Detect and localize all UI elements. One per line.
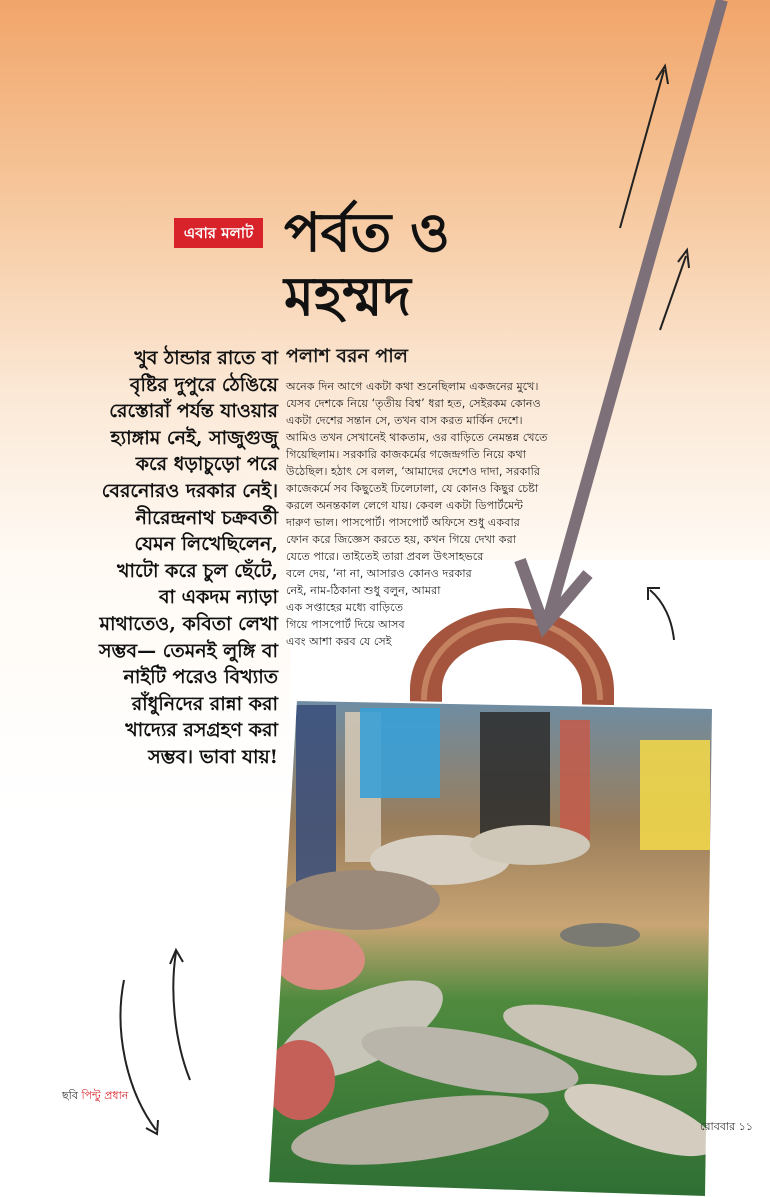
arrow-down-icon [146,1120,158,1134]
body-line: একটা দেশের সন্তান সে, তখন বাস করত মার্কিন দেশে। [286,414,523,427]
photo-credit-name: পিন্টু প্রধান [81,1089,129,1102]
body-line: কাজেকর্মে সব কিছুতেই ঢিলেঢালা, যে কোনও কিছুর চেষ্টা [286,482,539,495]
body-line: এবং আশা করব যে সেই [286,635,392,648]
photo-credit [62,1087,128,1106]
body-line: যেতে পারে। তাইতেই তারা প্রবল উৎসাহভরে [286,550,484,563]
body-line: করলে অনন্তকাল লেগে যায়। কেবল একটা ডিপার্টমেন্ট [286,499,524,512]
author-byline: পলাশ বরন পাল [286,345,408,367]
body-line: নেই, নাম-ঠিকানা শুধু বলুন, আমরা [286,584,441,597]
arrow-up-icon [170,950,183,964]
body-line: উঠেছিল। হঠাৎ সে বলল, ‘আমাদের দেশেও দাদা, সরকারি [286,465,540,478]
body-line: বলে দেয়, ‘না না, আসারও কোনও দরকার [286,567,472,580]
body-line: গিয়ে পাসপোর্ট দিয়ে আসব [286,618,405,631]
body-line: এক সপ্তাহের মধ্যে বাড়িতে [286,601,404,614]
title-line-1: পর্বত ও [284,200,450,264]
photo-credit-prefix: ছবি [62,1089,78,1102]
title-line-2: মহম্মদ [284,264,411,328]
body-line: যেসব দেশকে নিয়ে ‘তৃতীয় বিশ্ব’ ধরা হত, সেইরকম কোনও [286,397,541,410]
page-folio: রোববার ১১ [700,1120,753,1133]
big-arrow-shaft [548,0,722,620]
body-line: অনেক দিন আগে একটা কথা শুনেছিলাম একজনের মুখে। [286,380,539,393]
body-line: ফোন করে জিজ্ঞেস করতে হয়, কখন গিয়ে দেখা করা [286,533,516,546]
section-badge: এবার মলাট [174,218,263,248]
body-line: দারুণ ভাল। পাসপোর্ট। পাসপোর্ট অফিসে শুধু একবার [286,516,520,529]
body-line: আমিও তখন সেখানেই থাকতাম, ওর বাড়িতে নেমন্তন্ন খেতে [286,431,548,444]
lead-paragraph: খুব ঠান্ডার রাতে বা বৃষ্টির দুপুরে ঠেঙিয়ে রেস্তোরাঁ পর্যন্ত যাওয়ার হ্যাঙ্গাম নেই, সাজুগুজু করে ধড়াচুড়ো পরে বেরনোরও দরকার নেই। নীরেন্দ্রনাথ চক্রবর্তী যেমন লিখেছিলেন, খাটো করে চুল ছেঁটে, বা একদম ন্যাড়া মাথাতেও, কবিতা লেখা সম্ভব— তেমনই লুঙ্গি বা নাইটি পরেও বিখ্যাত রাঁধুনিদের রান্না করা খাদ্যের রসগ্রহণ করা সম্ভব। ভাবা যায়! [98,347,278,768]
body-line: গিয়েছিলাম। সরকারি কাজকর্মের গজেন্দ্রগতি নিয়ে কথা [286,448,527,461]
